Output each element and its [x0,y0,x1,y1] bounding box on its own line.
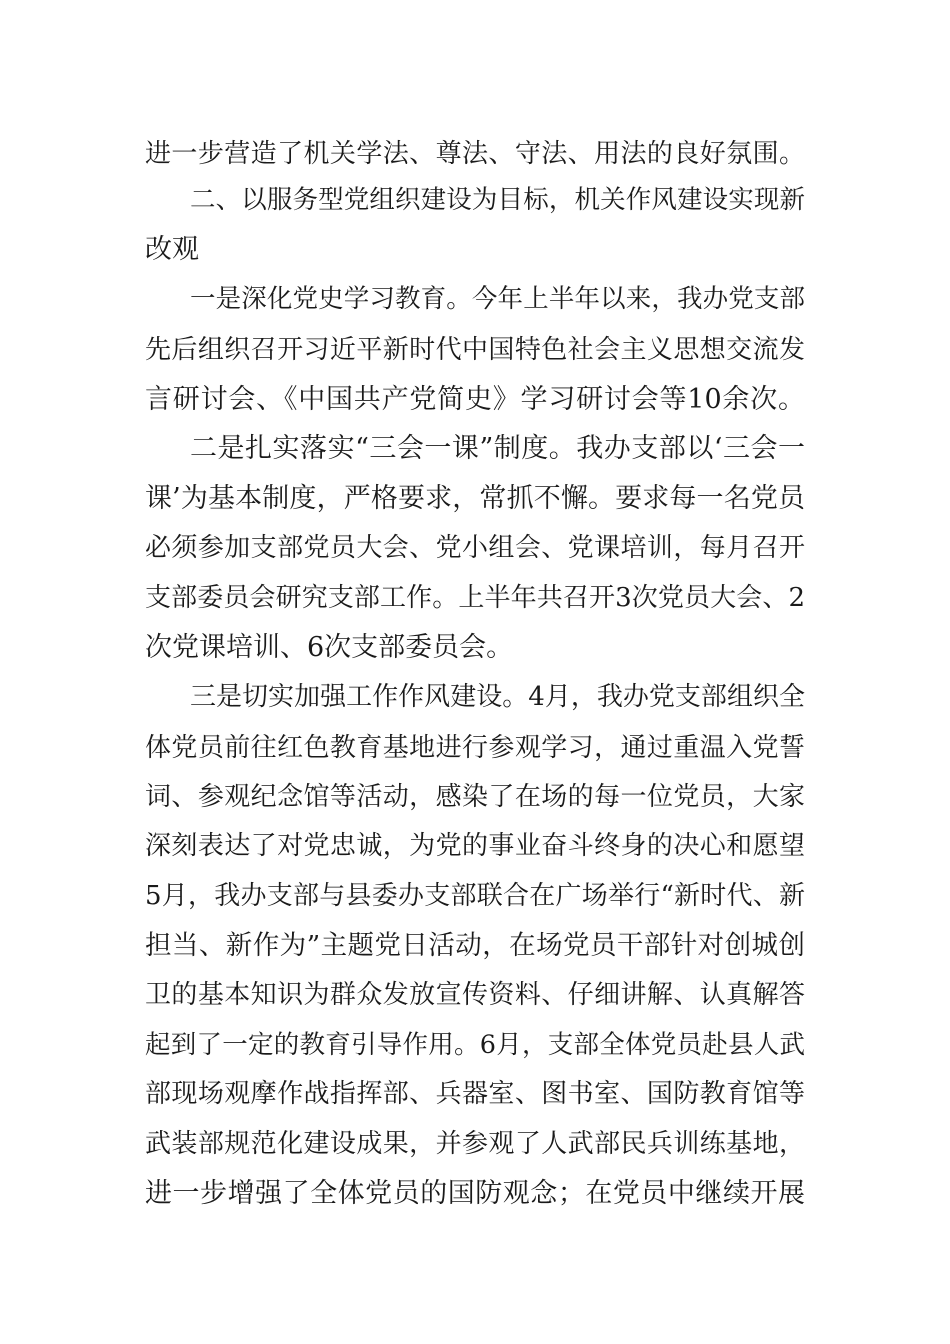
text-line: 支部委员会研究支部工作。上半年共召开3次党员大会、2 [145,583,805,613]
text-line: 5月，我办支部与县委办支部联合在广场举行“新时代、新 [145,881,805,911]
text-line: 词、参观纪念馆等活动，感染了在场的每一位党员，大家 [145,782,805,812]
text-line: 体党员前往红色教育基地进行参观学习，通过重温入党誓 [145,733,805,763]
section-heading-line: 二、以服务型党组织建设为目标，机关作风建设实现新 [190,185,805,215]
text-line: 进一步营造了机关学法、尊法、守法、用法的良好氛围。 [145,139,805,169]
text-line: 言研讨会、《中国共产党简史》学习研讨会等10余次。 [145,384,805,415]
text-line: 深刻表达了对党忠诚，为党的事业奋斗终身的决心和愿望 [145,831,805,861]
text-line: 卫的基本知识为群众发放宣传资料、仔细讲解、认真解答 [145,980,805,1010]
text-line: 担当、新作为”主题党日活动，在场党员干部针对创城创 [145,930,805,961]
text-line: 起到了一定的教育引导作用。6月，支部全体党员赴县人武 [145,1030,805,1060]
text-line: 部现场观摩作战指挥部、兵器室、图书室、国防教育馆等 [145,1079,805,1109]
text-line: 一是深化党史学习教育。今年上半年以来，我办党支部 [190,284,805,314]
text-line: 二是扎实落实“三会一课”制度。我办支部以‘三会一 [190,433,805,464]
text-line: 课’为基本制度，严格要求，常抓不懈。要求每一名党员 [145,483,805,514]
section-heading-line: 改观 [145,234,199,265]
text-line: 必须参加支部党员大会、党小组会、党课培训，每月召开 [145,533,805,563]
text-line: 先后组织召开习近平新时代中国特色社会主义思想交流发 [145,335,805,365]
text-line: 进一步增强了全体党员的国防观念；在党员中继续开展 [145,1178,805,1209]
text-line: 武装部规范化建设成果，并参观了人武部民兵训练基地， [145,1129,805,1159]
text-line: 次党课培训、6次支部委员会。 [145,632,514,663]
text-line: 三是切实加强工作作风建设。4月，我办党支部组织全 [190,682,805,712]
